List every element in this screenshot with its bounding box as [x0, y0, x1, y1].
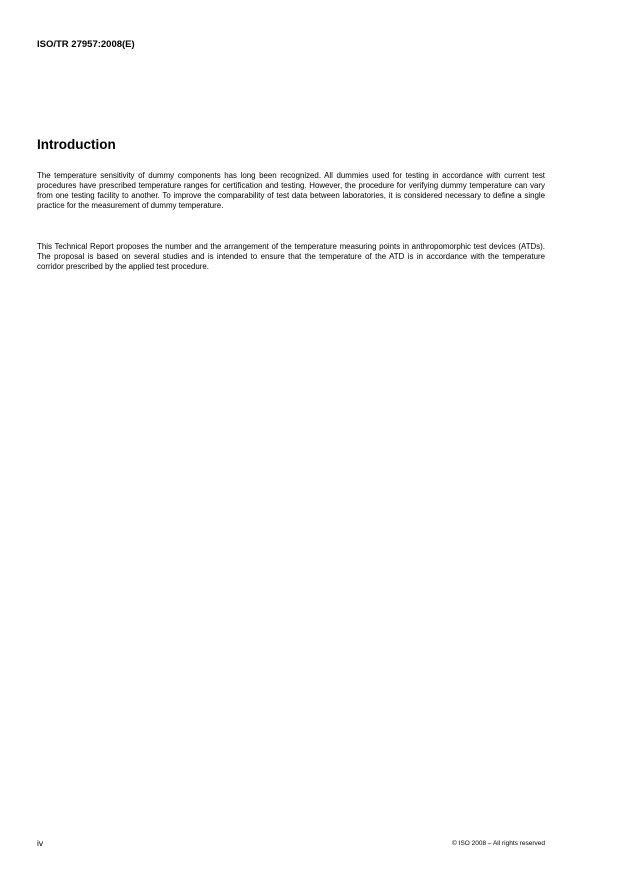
intro-paragraph-2: This Technical Report proposes the number and the arrangement of the temperature measuring points in anthropomorphic test devices (ATDs). The proposal is based on several studies and is intended to ensure that the temperature of the ATD is in accordance with the temperature corridor prescribed by the applied test procedure. [37, 242, 545, 271]
document-id: ISO/TR 27957:2008(E) [37, 39, 135, 50]
intro-paragraph-1: The temperature sensitivity of dummy components has long been recognized. All dummies used for testing in accordance with current test procedures have prescribed temperature ranges for certification and testing. However, the procedure for verifying dummy temperature can vary from one testing facility to another. To improve the comparability of test data between laboratories, it is considered necessary to define a single practice for the measurement of dummy temperature. [37, 171, 545, 210]
page-number: iv [37, 838, 44, 848]
section-title: Introduction [37, 137, 116, 152]
copyright-notice: © ISO 2008 – All rights reserved [452, 840, 545, 847]
